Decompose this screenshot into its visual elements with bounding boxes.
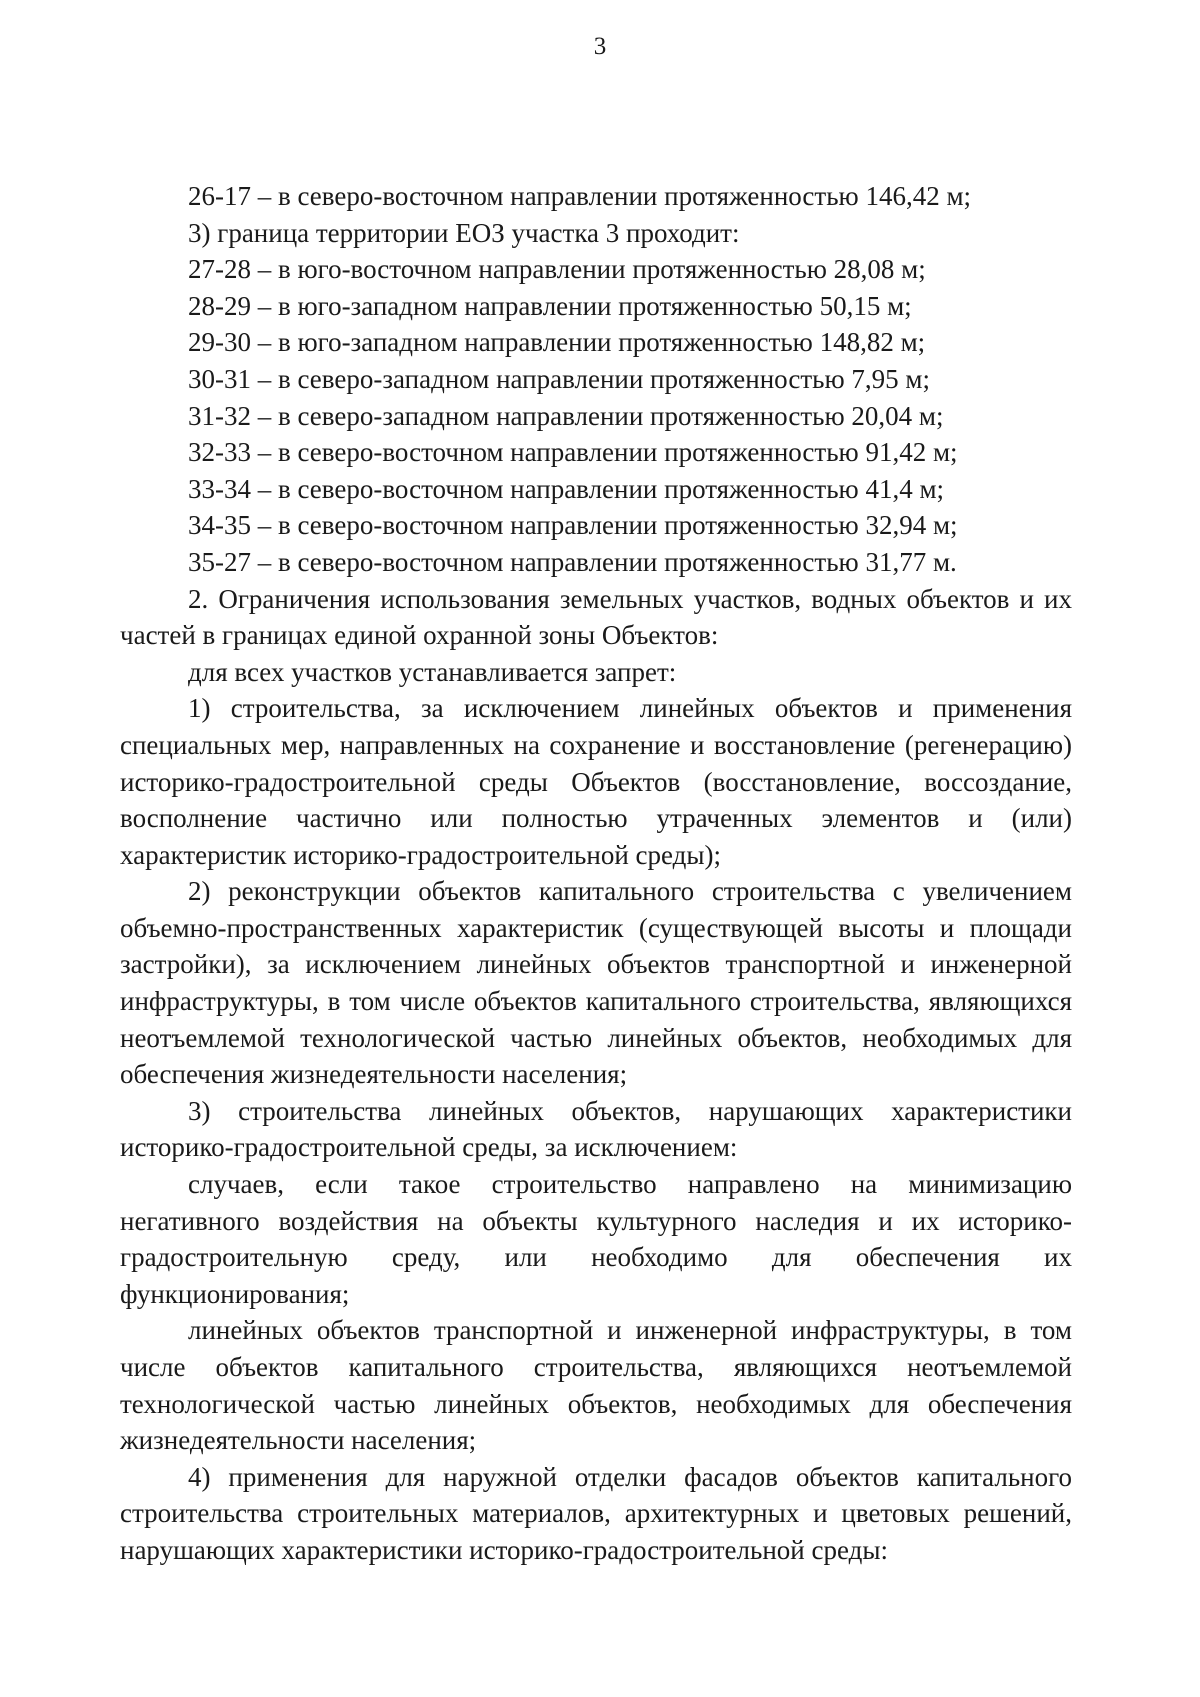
boundary-line: 29-30 – в юго-западном направлении протяженностью 148,82 м; (188, 327, 926, 358)
boundary-line: 28-29 – в юго-западном направлении протяженностью 50,15 м; (188, 290, 912, 321)
boundary-line: 33-34 – в северо-восточном направлении протяженностью 41,4 м; (188, 473, 945, 504)
boundary-line: 34-35 – в северо-восточном направлении протяженностью 32,94 м; (188, 510, 958, 541)
boundary-line: 26-17 – в северо-восточном направлении протяженностью 146,42 м; (188, 181, 972, 211)
paragraph-item-1: 1) строительства, за исключением линейных объектов и применения специальных мер, направленных на сохранение и восстановление (регенерацию) историко-градостроительной среды Объектов (восстановление, воссоздание, восполнение частично или полностью утраченных элементов и (или) характеристик историко-градостроительной среды); (120, 693, 1072, 870)
section-heading-restrictions: 2. Ограничения использования земельных участков, водных объектов и их частей в границах единой охранной зоны Объектов: (120, 583, 1072, 651)
paragraph-item-3: 3) строительства линейных объектов, нарушающих характеристики историко-градостроительной среды, за исключением: (120, 1095, 1072, 1163)
boundary-line: 35-27 – в северо-восточном направлении протяженностью 31,77 м. (188, 546, 957, 577)
paragraph-prohibition-intro: для всех участков устанавливается запрет: (188, 656, 677, 687)
page-number: 3 (593, 33, 607, 60)
paragraph-exception-2: линейных объектов транспортной и инженерной инфраструктуры, в том числе объектов капитального строительства, являющихся неотъемлемой технологической частью линейных объектов, необходимых для обеспечения жизнедеятельности населения; (120, 1315, 1072, 1456)
boundary-line: 32-33 – в северо-восточном направлении протяженностью 91,42 м; (188, 437, 958, 468)
document-body (120, 178, 1072, 1569)
paragraph-item-4: 4) применения для наружной отделки фасадов объектов капитального строительства строительных материалов, архитектурных и цветовых решений, нарушающих характеристики историко-градостроительной среды: (120, 1461, 1072, 1565)
boundary-line: 30-31 – в северо-западном направлении протяженностью 7,95 м; (188, 363, 930, 394)
boundary-line: 27-28 – в юго-восточном направлении протяженностью 28,08 м; (188, 254, 926, 285)
paragraph-exception-1: случаев, если такое строительство направлено на минимизацию негативного воздействия на объекты культурного наследия и их историко-градостроительную среду, или необходимо для обеспечения их функционирования; (120, 1169, 1072, 1309)
boundary-line: 31-32 – в северо-западном направлении протяженностью 20,04 м; (188, 400, 944, 431)
boundary-section-heading: 3) граница территории ЕОЗ участка 3 проходит: (188, 217, 740, 248)
paragraph-item-2: 2) реконструкции объектов капитального строительства с увеличением объемно-пространственных характеристик (существующей высоты и площади застройки), за исключением линейных объектов транспортной и инженерной инфраструктуры, в том числе объектов капитального строительства, являющихся неотъемлемой технологической частью линейных объектов, необходимых для обеспечения жизнедеятельности населения; (120, 876, 1072, 1090)
